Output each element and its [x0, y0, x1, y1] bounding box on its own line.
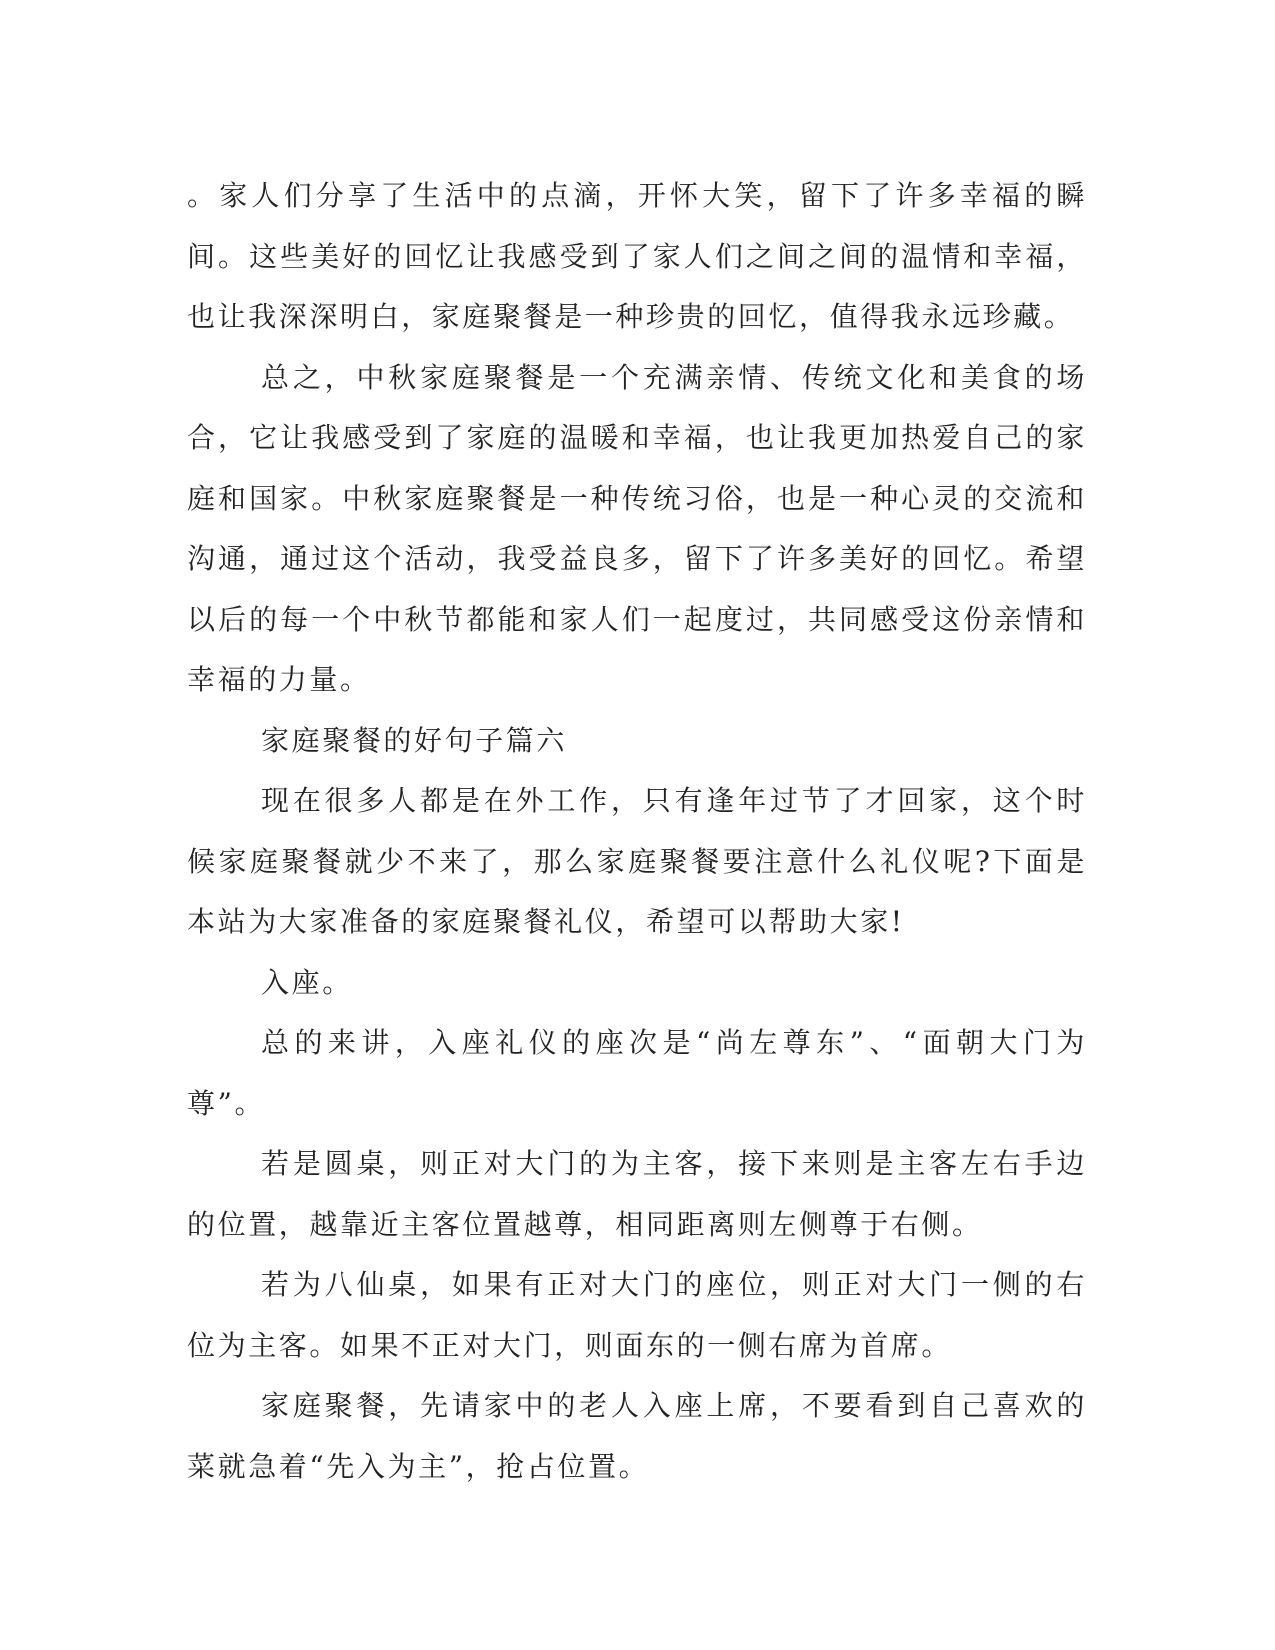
section-heading: 家庭聚餐的好句子篇六 — [261, 723, 568, 757]
paragraph-1: 。家人们分享了生活中的点滴，开怀大笑，留下了许多幸福的瞬间。这些美好的回忆让我感受到了家人们之间之间的温情和幸福，也让我深深明白，家庭聚餐是一种珍贵的回忆，值得我永远珍藏。 — [187, 179, 1087, 333]
paragraph-3: 现在很多人都是在外工作，只有逢年过节了才回家，这个时候家庭聚餐就少不来了，那么家庭聚餐要注意什么礼仪呢?下面是本站为大家准备的家庭聚餐礼仪，希望可以帮助大家! — [187, 784, 1087, 938]
paragraph-7: 若为八仙桌，如果有正对大门的座位，则正对大门一侧的右位为主客。如果不正对大门，则面东的一侧右席为首席。 — [187, 1268, 1087, 1362]
paragraph-6: 若是圆桌，则正对大门的为主客，接下来则是主客左右手边的位置，越靠近主客位置越尊，相同距离则左侧尊于右侧。 — [187, 1147, 1087, 1241]
paragraph-4: 入座。 — [261, 965, 353, 999]
paragraph-5: 总的来讲，入座礼仪的座次是“尚左尊东”、“面朝大门为尊”。 — [187, 1026, 1087, 1120]
document-body — [187, 166, 1087, 1497]
paragraph-2: 总之，中秋家庭聚餐是一个充满亲情、传统文化和美食的场合，它让我感受到了家庭的温暖和幸福，也让我更加热爱自己的家庭和国家。中秋家庭聚餐是一种传统习俗，也是一种心灵的交流和沟通，通过这个活动，我受益良多，留下了许多美好的回忆。希望以后的每一个中秋节都能和家人们一起度过，共同感受这份亲情和幸福的力量。 — [187, 360, 1087, 696]
paragraph-8: 家庭聚餐，先请家中的老人入座上席，不要看到自己喜欢的菜就急着“先入为主”，抢占位置。 — [187, 1389, 1087, 1483]
